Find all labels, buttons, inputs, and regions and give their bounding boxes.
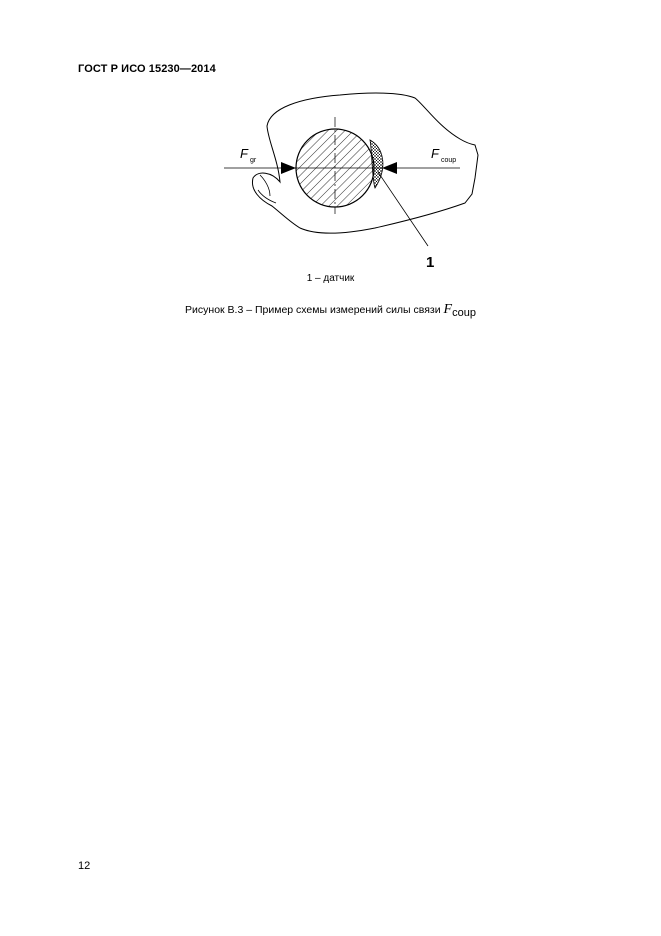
f-coup-arrowhead [382,162,397,174]
caption-symbol: F [443,302,453,317]
f-coup-subscript: coup [441,157,457,164]
page-number: 12 [78,860,91,872]
caption-symbol-subscript: coup [452,307,476,319]
f-gr-arrowhead [281,162,296,174]
f-gr-label: F [240,146,248,161]
f-coup-label: F [431,146,439,161]
hand-grip-figure [0,0,661,300]
caption-text: Рисунок В.3 – Пример схемы измерений силы связи [185,304,444,316]
figure-legend: 1 – датчик [306,273,355,284]
document-header: ГОСТ Р ИСО 15230—2014 [78,63,216,75]
figure-caption [0,302,661,318]
callout-leader [378,172,428,246]
callout-number: 1 [426,254,435,271]
f-gr-subscript: gr [250,157,257,164]
